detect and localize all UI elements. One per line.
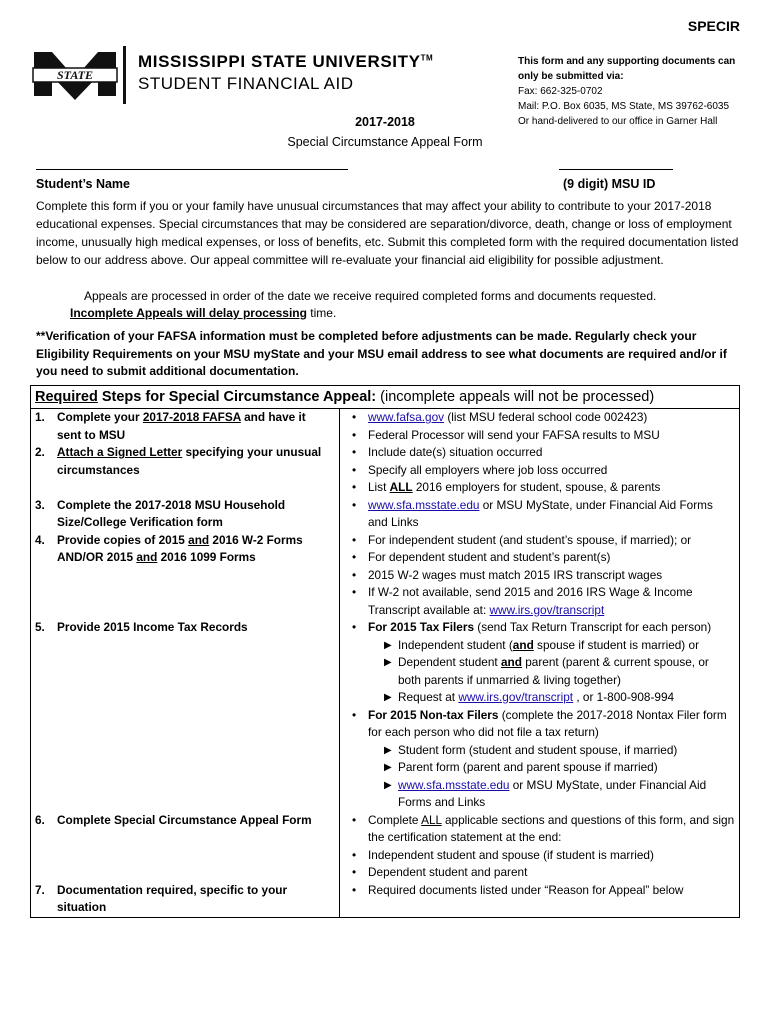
list-item: ▶ Dependent student and parent (parent & current spouse, or both parents if unmarried & living together)	[384, 655, 709, 687]
step-row-2: 2. Attach a Signed Letter specifying your unusual circumstances • Include date(s) situation occurred • Specify all employers where job loss occurred • List ALL 2016 employers for student, spouse, & parents	[31, 444, 740, 497]
list-item: • For 2015 Non-tax Filers (complete the 2017-2018 Nontax Filer form for each person who did not file a tax return) ▶ Student form (student and student spouse, if married) ▶ Parent form (parent and parent spouse if married) ▶ www.sfa.msstate.edu or MSU MyState, under Financial Aid Forms and Links	[340, 707, 735, 812]
list-item: ▶ www.sfa.msstate.edu or MSU MyState, under Financial Aid Forms and Links	[384, 777, 707, 809]
list-item: • For dependent student and student’s parent(s)	[340, 549, 735, 567]
irs-link[interactable]: www.irs.gov/transcript	[458, 690, 574, 704]
msu-id-label: (9 digit) MSU ID	[563, 177, 656, 191]
step-row-5: 5. Provide 2015 Income Tax Records • For 2015 Tax Filers (send Tax Return Transcript for each person) ▶ Independent student (and spouse if student is married) or ▶ Dependent student and parent (parent & current spouse, or both parents if unmarried & living together) ▶ Request at www.irs.gov/transcript , or 1-800-908-994 • For 2015 Non-tax Filers (complete the 2017-2018 Nontax Filer form for each person who did not file a tax return) ▶ Student form (student and student spouse, if married) ▶ Parent form (parent and parent spouse if married) ▶ www.sfa.msstate.edu or MSU MyState, under Financial Aid Forms and Links	[31, 619, 740, 812]
form-year: 2017-2018	[355, 115, 415, 129]
list-item: • For independent student (and student’s spouse, if married); or	[340, 532, 735, 550]
step-row-3: 3. Complete the 2017-2018 MSU Household Size/College Verification form • www.sfa.msstate.edu or MSU MyState, under Financial Aid Forms and Links	[31, 497, 740, 532]
university-name: MISSISSIPPI STATE UNIVERSITY™	[138, 52, 434, 71]
list-item: • Include date(s) situation occurred	[340, 444, 735, 462]
list-item: • List ALL 2016 employers for student, spouse, & parents	[340, 479, 735, 497]
list-item: • For 2015 Tax Filers (send Tax Return Transcript for each person) ▶ Independent student (and spouse if student is married) or ▶ Dependent student and parent (parent & current spouse, or both parents if unmarried & living together) ▶ Request at www.irs.gov/transcript , or 1-800-908-994	[340, 619, 735, 707]
hand-delivery: Or hand-delivered to our office in Garner Hall	[518, 116, 718, 127]
list-item: • Specify all employers where job loss occurred	[340, 462, 735, 480]
list-item: • If W-2 not available, send 2015 and 2016 IRS Wage & Income Transcript available at: www.irs.gov/transcript	[340, 584, 735, 619]
fafsa-link[interactable]: www.fafsa.gov	[368, 410, 445, 424]
student-name-line[interactable]	[36, 169, 348, 170]
step-row-1: 1. Complete your 2017-2018 FAFSA and have it sent to MSU • www.fafsa.gov (list MSU federal school code 002423) • Federal Processor will send your FAFSA results to MSU	[31, 409, 740, 445]
sfa-link[interactable]: www.sfa.msstate.edu	[368, 497, 480, 512]
steps-header: Required Steps for Special Circumstance Appeal: (incomplete appeals will not be processed)	[31, 386, 740, 409]
list-item: ▶ Request at www.irs.gov/transcript , or 1-800-908-994	[368, 689, 735, 707]
list-item: • www.sfa.msstate.edu or MSU MyState, under Financial Aid Forms and Links	[340, 497, 735, 532]
list-item: • www.fafsa.gov (list MSU federal school code 002423)	[340, 409, 735, 427]
form-code: SPECIR	[687, 18, 740, 34]
required-steps-table	[30, 385, 740, 918]
arrow-icon: ▶	[384, 639, 392, 651]
list-item: • Independent student and spouse (if student is married)	[340, 847, 735, 865]
list-item: • Dependent student and parent	[340, 864, 735, 882]
appeals-note: Appeals are processed in order of the date we receive required completed forms and documents requested. Incomplete Appeals will delay processing time.	[36, 288, 736, 322]
step-row-6: 6. Complete Special Circumstance Appeal Form • Complete ALL applicable sections and questions of this form, and sign the certification statement at the end: • Independent student and spouse (if student is married) • Dependent student and parent	[31, 812, 740, 882]
arrow-icon: ▶	[384, 779, 392, 791]
arrow-icon: ▶	[384, 744, 392, 756]
msu-id-line[interactable]	[559, 169, 673, 170]
list-item: ▶ Independent student (and spouse if student is married) or	[368, 637, 735, 655]
logo-text: STATE	[56, 68, 94, 82]
step-row-7: 7. Documentation required, specific to your situation • Required documents listed under “Reason for Appeal” below	[31, 882, 740, 918]
student-name-label: Student’s Name	[36, 177, 131, 191]
verification-note: **Verification of your FAFSA information must be completed before adjustments can be made. Regularly check your Eligibility Requirements on your MSU myState and your MSU email address to see what documents are required and/or if you need to submit additional documentation.	[36, 329, 727, 378]
submission-intro: This form and any supporting documents can only be submitted via:	[518, 56, 736, 82]
form-title: Special Circumstance Appeal Form	[287, 135, 483, 149]
step-row-4: 4. Provide copies of 2015 and 2016 W-2 Forms AND/OR 2015 and 2016 1099 Forms • For independent student (and student’s spouse, if married); or • For dependent student and student’s parent(s) • 2015 W-2 wages must match 2015 IRS transcript wages • If W-2 not available, send 2015 and 2016 IRS Wage & Income Transcript available at: www.irs.gov/transcript	[31, 532, 740, 620]
mail-address: Mail: P.O. Box 6035, MS State, MS 39762-6035	[518, 101, 730, 112]
msu-logo	[30, 44, 120, 104]
header-divider	[123, 46, 126, 104]
fax: Fax: 662-325-0702	[518, 86, 603, 97]
sfa-link[interactable]: www.sfa.msstate.edu	[398, 777, 510, 792]
list-item: • Complete ALL applicable sections and questions of this form, and sign the certification statement at the end:	[340, 812, 735, 847]
list-item: • 2015 W-2 wages must match 2015 IRS transcript wages	[340, 567, 735, 585]
arrow-icon: ▶	[384, 657, 392, 668]
intro-paragraph: Complete this form if you or your family have unusual circumstances that may affect your ability to contribute to your 2017-2018 educational expenses. Special circumstances that may be considered are separation/divorce, death, change or loss of employment income, unusually high medical expenses, or loss of benefits, etc. Submit this completed form with the required documentation listed below to our address above. Our appeal committee will re-evaluate your financial aid eligibility for possible adjustment.	[36, 199, 739, 267]
list-item: ▶ Student form (student and student spouse, if married)	[368, 742, 735, 760]
incomplete-warning: Incomplete Appeals will delay processing	[70, 306, 307, 320]
arrow-icon: ▶	[384, 762, 392, 773]
list-item: • Required documents listed under “Reason for Appeal” below	[340, 882, 735, 900]
list-item: • Federal Processor will send your FAFSA results to MSU	[340, 427, 735, 445]
arrow-icon: ▶	[384, 692, 392, 703]
list-item: ▶ Parent form (parent and parent spouse if married)	[368, 759, 735, 777]
department-name: STUDENT FINANCIAL AID	[138, 74, 354, 93]
irs-link[interactable]: www.irs.gov/transcript	[489, 602, 605, 617]
appeals-line: Appeals are processed in order of the date we receive required completed forms and documents requested.	[84, 289, 657, 303]
